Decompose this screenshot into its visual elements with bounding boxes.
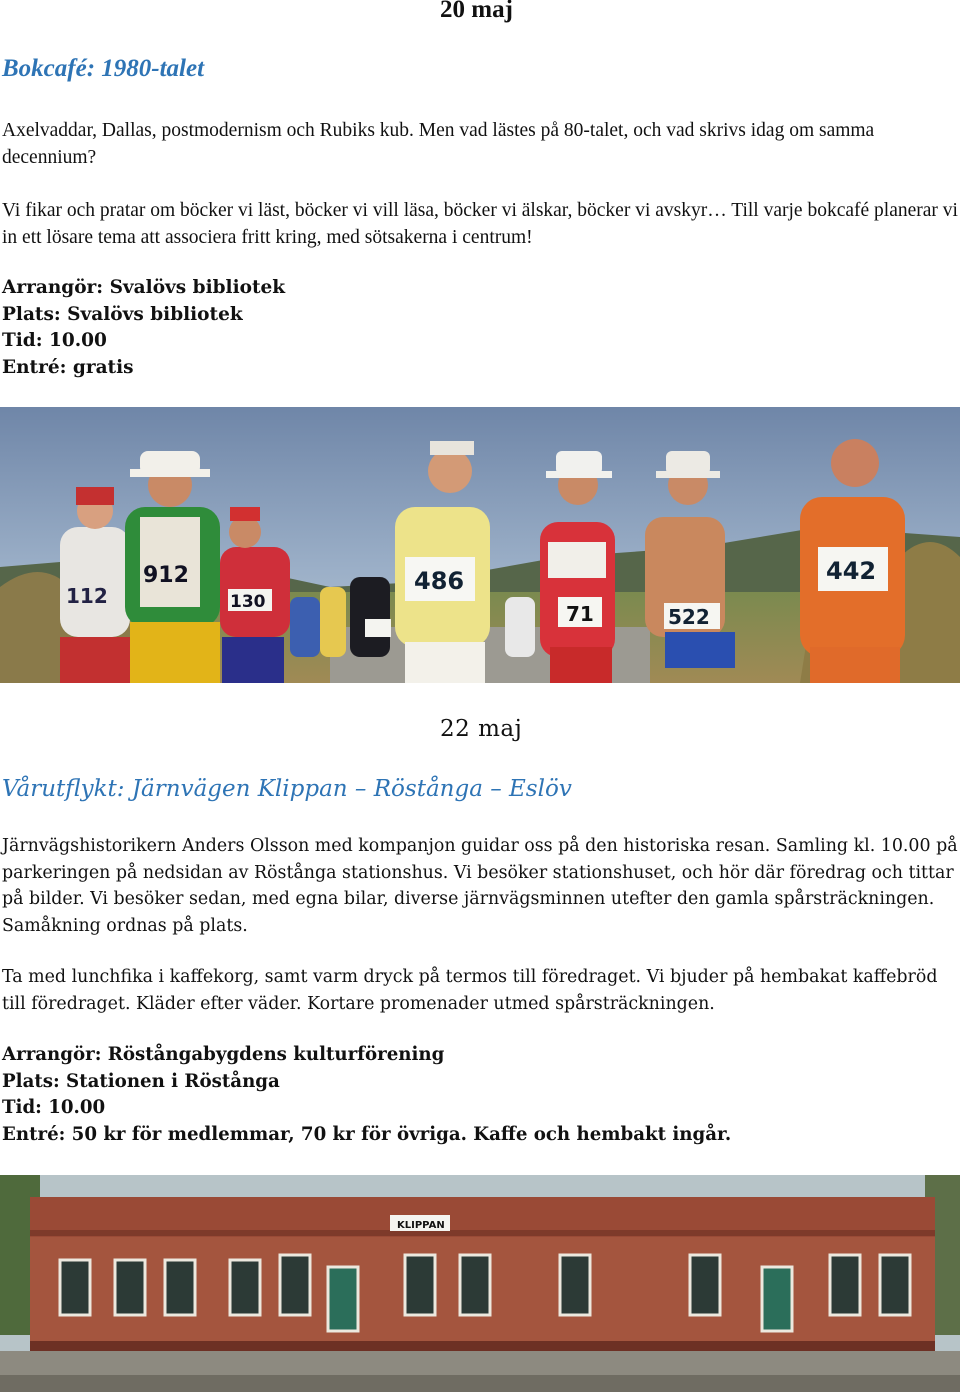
- bib-112: 112: [66, 584, 108, 608]
- bib-522: 522: [668, 605, 710, 629]
- bib-71: 71: [566, 602, 594, 626]
- bib-486: 486: [414, 567, 465, 595]
- event1-info: [2, 275, 602, 381]
- event1-time: Tid: 10.00: [2, 330, 107, 351]
- event2-date: 22 maj: [440, 716, 523, 742]
- event2-paragraph-2: Ta med lunchfika i kaffekorg, samt varm dryck på termos till föredraget. Vi bjuder på hembakat kaffebröd till föredraget. Kläder efter väder. Kortare promenader utmed spårsträckningen.: [2, 967, 938, 1014]
- event2-venue: Plats: Stationen i Röstånga: [2, 1070, 280, 1092]
- station-sign: KLIPPAN: [397, 1220, 445, 1231]
- marathon-runners-photo: [0, 407, 960, 683]
- event2-info: [2, 1042, 942, 1148]
- event1-venue: Plats: Svalövs bibliotek: [2, 303, 243, 325]
- bib-442: 442: [826, 557, 877, 585]
- event1-paragraph-1: Axelvaddar, Dallas, postmodernism och Rubiks kub. Men vad lästes på 80-talet, och vad skrivs idag om samma decennium?: [2, 120, 875, 168]
- event1-entry: Entré: gratis: [2, 356, 134, 378]
- event1-organizer: Arrangör: Svalövs bibliotek: [2, 277, 286, 298]
- event2-paragraph-1: Järnvägshistorikern Anders Olsson med kompanjon guidar oss på den historiska resan. Samling kl. 10.00 på parkeringen på nedsidan av Röstånga stationshus. Vi besöker stationshuset, och hör där föredrag och tittar på bilder. Vi besöker sedan, med egna bilar, diverse järnvägsminnen utefter den gamla spårsträckningen. Samåkning ordnas på plats.: [2, 836, 958, 936]
- event1-date: 20 maj: [440, 0, 513, 23]
- station-building-photo: [0, 1175, 960, 1392]
- event2-entry: Entré: 50 kr för medlemmar, 70 kr för övriga. Kaffe och hembakt ingår.: [2, 1123, 732, 1145]
- event1-paragraph-2: Vi fikar och pratar om böcker vi läst, böcker vi vill läsa, böcker vi älskar, böcker vi avskyr… Till varje bokcafé planerar vi in ett lösare tema att associera fritt kring, med sötsakerna i centrum!: [2, 200, 958, 248]
- bib-912: 912: [143, 563, 189, 588]
- event2-title: Vårutflykt: Järnvägen Klippan – Röstånga – Eslöv: [2, 776, 572, 802]
- bib-130: 130: [230, 592, 266, 612]
- event2-organizer: Arrangör: Röstångabygdens kulturförening: [2, 1044, 445, 1065]
- event2-time: Tid: 10.00: [2, 1097, 106, 1118]
- event1-title: Bokcafé: 1980-talet: [2, 55, 205, 82]
